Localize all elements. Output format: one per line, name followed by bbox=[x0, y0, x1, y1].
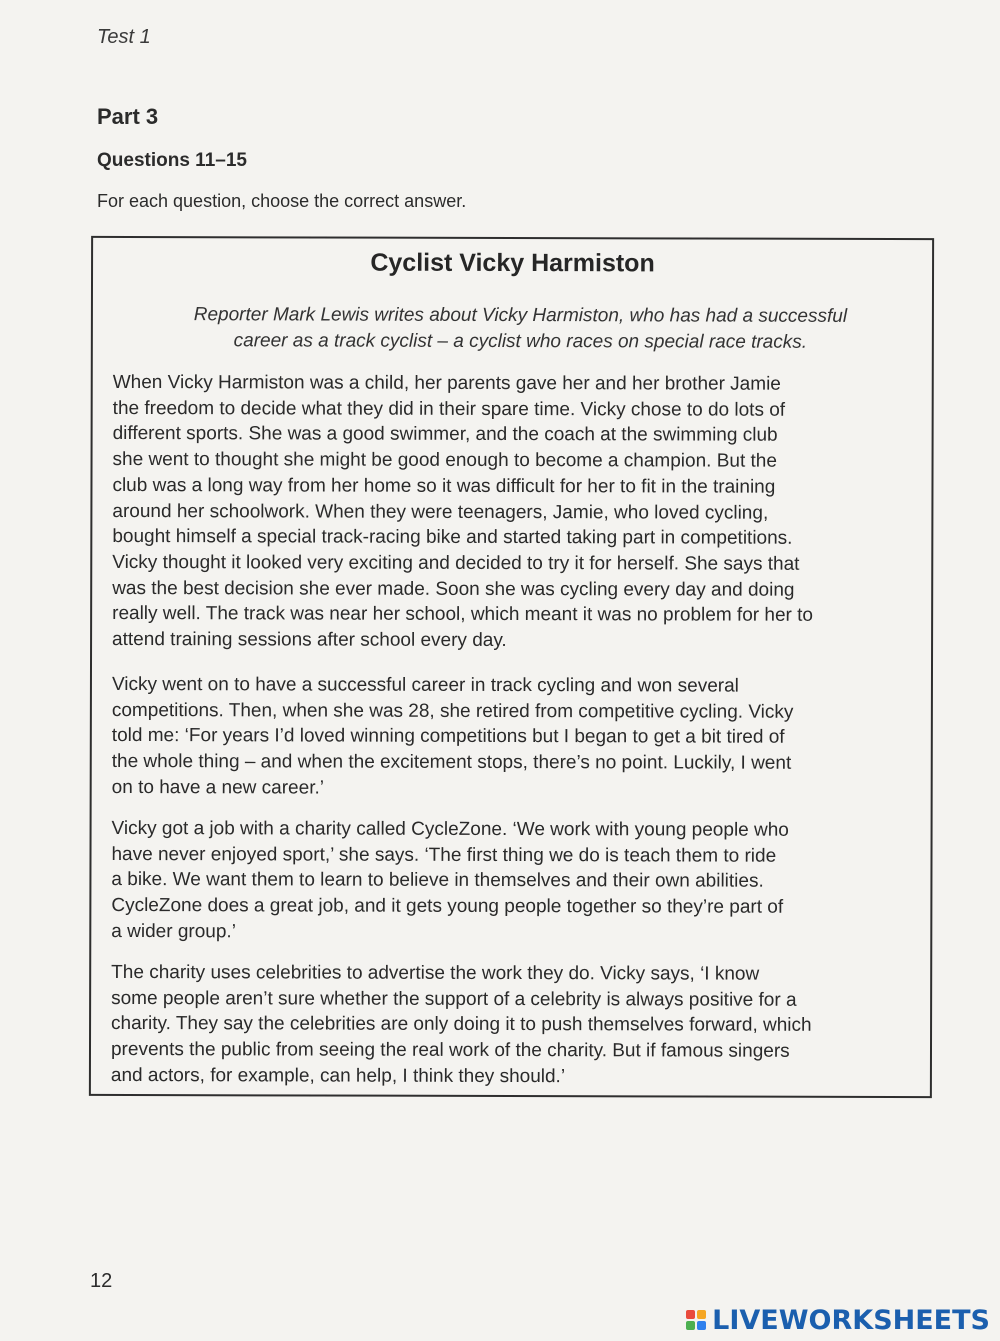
text-line: different sports. She was a good swimmer, and the coach at the swimming club bbox=[112, 423, 778, 447]
instruction-text: For each question, choose the correct answer. bbox=[97, 191, 467, 211]
logo-square-orange bbox=[697, 1310, 706, 1319]
text-line: she went to thought she might be good enough to become a champion. But the bbox=[112, 449, 777, 472]
logo-square-blue bbox=[697, 1321, 706, 1330]
text-line: CycleZone does a great job, and it gets young people together so they’re part of bbox=[111, 895, 784, 918]
text-line: competitions. Then, when she was 28, she retired from competitive cycling. Vicky bbox=[111, 699, 794, 723]
text-line: Vicky got a job with a charity called CycleZone. ‘We work with young people who bbox=[111, 817, 789, 841]
text-line: was the best decision she ever made. Soon she was cycling every day and doing bbox=[112, 577, 795, 601]
intro-line: Reporter Mark Lewis writes about Vicky Harmiston, who has had a successful bbox=[193, 304, 848, 327]
text-line: on to have a new career.’ bbox=[111, 776, 325, 799]
text-line: The charity uses celebrities to advertise the work they do. Vicky says, ‘I know bbox=[111, 961, 760, 985]
text-line: When Vicky Harmiston was a child, her parents gave her and her brother Jamie bbox=[112, 371, 781, 395]
text-line: the freedom to decide what they did in their spare time. Vicky chose to do lots of bbox=[112, 397, 786, 421]
text-line: Vicky went on to have a successful career in track cycling and won several bbox=[111, 673, 739, 697]
text-line: really well. The track was near her school, which meant it was no problem for her to bbox=[112, 603, 814, 627]
text-line: prevents the public from seeing the real work of the charity. But if famous singers bbox=[110, 1039, 790, 1062]
text-line: attend training sessions after school every day. bbox=[112, 628, 507, 652]
text-line: a bike. We want them to learn to believe in themselves and their own abilities. bbox=[111, 869, 764, 893]
text-line: some people aren’t sure whether the support of a celebrity is always positive for a bbox=[111, 987, 797, 1011]
text-line: around her schoolwork. When they were teenagers, Jamie, who loved cycling, bbox=[112, 500, 769, 524]
article-paragraph-2 bbox=[112, 672, 922, 803]
text-line: told me: ‘For years I’d loved winning competitions but I began to get a bit tired of bbox=[111, 725, 785, 749]
article-paragraph-4 bbox=[111, 960, 921, 1091]
article-intro bbox=[139, 302, 902, 356]
article-box bbox=[89, 236, 934, 1098]
running-head: Test 1 bbox=[97, 26, 151, 48]
article-paragraph-1 bbox=[112, 370, 923, 655]
brand-name: LIVEWORKSHEETS bbox=[712, 1304, 990, 1336]
text-line: have never enjoyed sport,’ she says. ‘The first thing we do is teach them to ride bbox=[111, 843, 777, 867]
text-line: bought himself a special track-racing bike and started taking part in competitions. bbox=[112, 526, 793, 549]
logo-square-red bbox=[686, 1310, 695, 1319]
text-line: and actors, for example, can help, I think they should.’ bbox=[110, 1064, 566, 1087]
article-paragraph-3 bbox=[111, 816, 921, 947]
text-line: the whole thing – and when the excitement stops, there’s no point. Luckily, I went bbox=[111, 751, 792, 774]
text-line: Vicky thought it looked very exciting and decided to try it for herself. She says that bbox=[112, 551, 800, 575]
logo-square-green bbox=[686, 1321, 695, 1330]
questions-title: Questions 11–15 bbox=[97, 150, 247, 171]
page-number: 12 bbox=[90, 1270, 113, 1292]
intro-line: career as a track cyclist – a cyclist who races on special race tracks. bbox=[233, 330, 808, 353]
article-title: Cyclist Vicky Harmiston bbox=[370, 248, 655, 278]
liveworksheets-brand[interactable] bbox=[686, 1303, 990, 1337]
text-line: charity. They say the celebrities are only doing it to push themselves forward, which bbox=[111, 1013, 812, 1037]
text-line: club was a long way from her home so it was difficult for her to fit in the training bbox=[112, 474, 776, 498]
liveworksheets-logo-icon bbox=[686, 1310, 706, 1330]
text-line: a wider group.’ bbox=[111, 920, 236, 943]
part-title: Part 3 bbox=[97, 104, 159, 129]
